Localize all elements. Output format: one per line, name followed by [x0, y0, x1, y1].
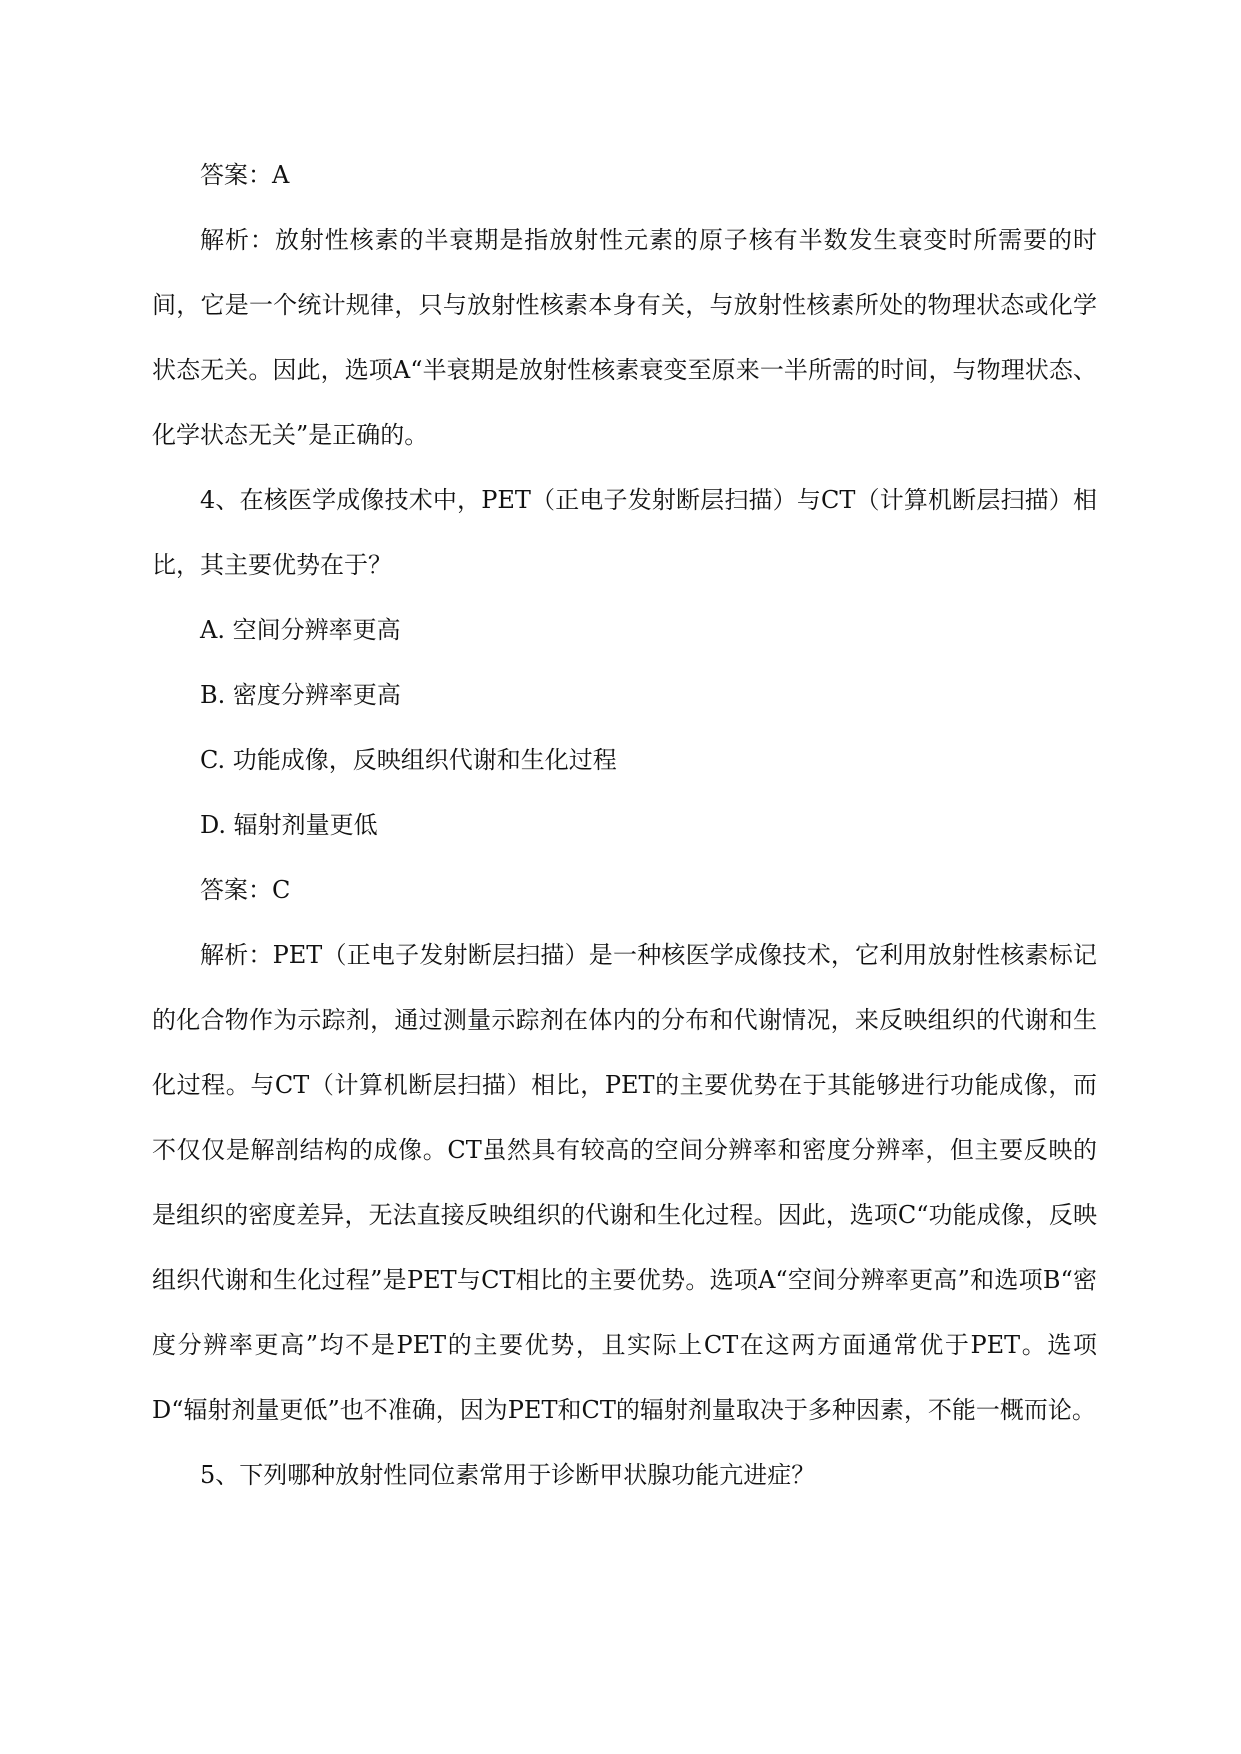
- document-content: [152, 143, 1097, 1508]
- option-b: B. 密度分辨率更高: [200, 681, 401, 709]
- analysis-paragraph: 解析：放射性核素的半衰期是指放射性元素的原子核有半数发生衰变时所需要的时间，它是一个统计规律，只与放射性核素本身有关，与放射性核素所处的物理状态或化学状态无关。因此，选项A“半衰期是放射性核素衰变至原来一半所需的时间，与物理状态、化学状态无关”是正确的。: [152, 226, 1097, 449]
- option-d: D. 辐射剂量更低: [200, 811, 378, 839]
- question-text: 4、在核医学成像技术中，PET（正电子发射断层扫描）与CT（计算机断层扫描）相比，其主要优势在于？: [152, 486, 1097, 579]
- question-text: 5、下列哪种放射性同位素常用于诊断甲状腺功能亢进症？: [200, 1461, 816, 1489]
- option-c: C. 功能成像，反映组织代谢和生化过程: [200, 746, 617, 774]
- answer-text: 答案：A: [200, 161, 290, 189]
- analysis-paragraph: 解析：PET（正电子发射断层扫描）是一种核医学成像技术，它利用放射性核素标记的化合物作为示踪剂，通过测量示踪剂在体内的分布和代谢情况，来反映组织的代谢和生化过程。与CT（计算机断层扫描）相比，PET的主要优势在于其能够进行功能成像，而不仅仅是解剖结构的成像。CT虽然具有较高的空间分辨率和密度分辨率，但主要反映的是组织的密度差异，无法直接反映组织的代谢和生化过程。因此，选项C“功能成像，反映组织代谢和生化过程”是PET与CT相比的主要优势。选项A“空间分辨率更高”和选项B“密度分辨率更高”均不是PET的主要优势，且实际上CT在这两方面通常优于PET。选项D“辐射剂量更低”也不准确，因为PET和CT的辐射剂量取决于多种因素，不能一概而论。: [152, 941, 1097, 1424]
- answer-text: 答案：C: [200, 876, 291, 904]
- option-a: A. 空间分辨率更高: [200, 616, 401, 644]
